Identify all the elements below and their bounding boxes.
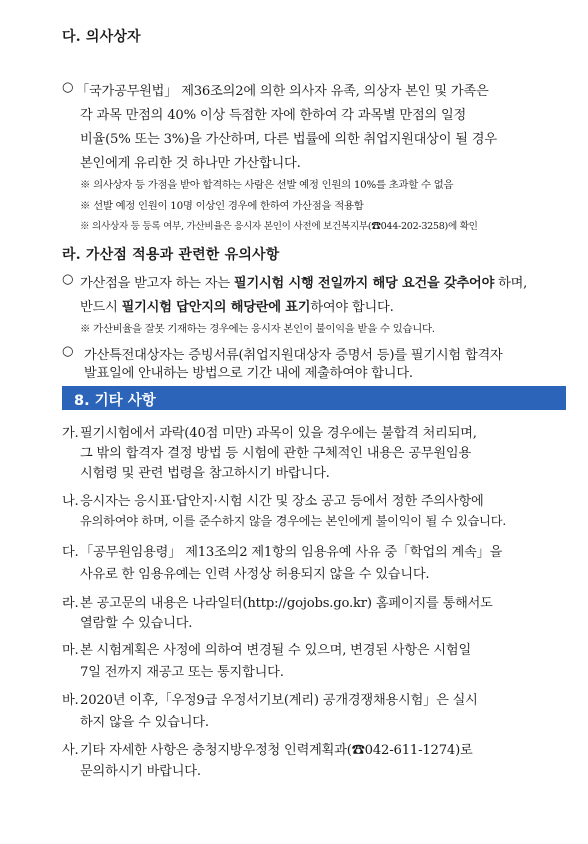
- text-line: [80, 272, 527, 291]
- text-line: 사유로 한 임용유예는 인력 사정상 허용되지 않을 수 있습니다.: [80, 567, 430, 582]
- text-line: 시험령 및 관련 법령을 참고하시기 바랍니다.: [80, 466, 330, 481]
- text-line: 필기시험에서 과락(40점 미만) 과목이 있을 경우에는 불합격 처리되며,: [80, 426, 477, 441]
- bullet: ○: [62, 272, 74, 287]
- text-line: 기타 자세한 사항은 충청지방우정청 인력계획과(☎042-611-1274)로: [80, 743, 473, 758]
- text-line: 본 공고문의 내용은 나라일터(http://gojobs.go.kr) 홈페이지를 통해서도: [80, 596, 493, 611]
- banner-title: 8. 기타 사항: [74, 393, 156, 409]
- text-line: 비율(5% 또는 3%)을 가산하며, 다른 법률에 의한 취업지원대상이 될 경우: [80, 132, 497, 147]
- item-marker: 바.: [62, 693, 79, 708]
- text-span: 반드시: [80, 300, 122, 315]
- text-line: 2020년 이후,「우정9급 우정서기보(계리) 공개경쟁채용시험」은 실시: [80, 693, 478, 708]
- item-marker: 라.: [62, 596, 79, 611]
- item-marker: 나.: [62, 494, 79, 509]
- item-marker: 마.: [62, 643, 79, 658]
- section-heading-ra: 라. 가산점 적용과 관련한 유의사항: [62, 247, 280, 263]
- item-marker: 다.: [62, 545, 79, 560]
- text-span: 하여야 합니다.: [310, 300, 394, 315]
- text-line: 그 밖의 합격자 결정 방법 등 시험에 관한 구체적인 내용은 공무원임용: [80, 446, 472, 461]
- text-line: [80, 296, 394, 315]
- item-marker: 가.: [62, 426, 79, 441]
- text-line: 유의하여야 하며, 이를 준수하지 않을 경우에는 본인에게 불이익이 될 수 있습니다.: [80, 514, 507, 528]
- note-line: ※ 의사상자 등 등록 여부, 가산비율은 응시자 본인이 사전에 보건복지부(☎044-202-3258)에 확인: [80, 221, 478, 232]
- section-banner: [62, 386, 566, 410]
- section-heading-da: 다. 의사상자: [62, 29, 141, 45]
- bullet: ○: [62, 80, 74, 95]
- text-line: 발표일에 안내하는 방법으로 기간 내에 제출하여야 합니다.: [84, 366, 413, 381]
- note-line: ※ 선발 예정 인원이 10명 이상인 경우에 한하여 가산점을 적용함: [80, 200, 364, 212]
- text-span: 하며,: [494, 276, 528, 291]
- text-line: 가산특전대상자는 증빙서류(취업지원대상자 증명서 등)를 필기시험 합격자: [84, 348, 503, 363]
- text-span: 가산점을 받고자 하는 자는: [80, 276, 234, 291]
- text-line: 각 과목 만점의 40% 이상 득점한 자에 한하여 각 과목별 만점의 일정: [80, 108, 467, 123]
- item-marker: 사.: [62, 743, 79, 758]
- text-line: 7일 전까지 재공고 또는 통지합니다.: [80, 665, 284, 680]
- text-line: 「국가공무원법」 제36조의2에 의한 의사자 유족, 의상자 본인 및 가족은: [76, 84, 489, 99]
- emphasis-text: 필기시험 답안지의 해당란에 표기: [121, 300, 311, 315]
- bullet: ○: [62, 344, 74, 359]
- text-line: 응시자는 응시표·답안지·시험 시간 및 장소 공고 등에서 정한 주의사항에: [80, 494, 484, 509]
- note-line: ※ 의사상자 등 가점을 받아 합격하는 사람은 선발 예정 인원의 10%를 초과할 수 없음: [80, 179, 454, 191]
- note-line: ※ 가산비율을 잘못 기재하는 경우에는 응시자 본인이 불이익을 받을 수 있습니다.: [80, 323, 435, 335]
- text-line: 문의하시기 바랍니다.: [80, 764, 201, 779]
- emphasis-text: 필기시험 시행 전일까지 해당 요건을 갖추어야: [233, 276, 495, 291]
- text-line: 본 시험계획은 사정에 의하여 변경될 수 있으며, 변경된 사항은 시험일: [80, 643, 472, 658]
- text-line: 하지 않을 수 있습니다.: [80, 715, 209, 730]
- text-line: 「공무원임용령」 제13조의2 제1항의 임용유예 사유 중「학업의 계속」을: [80, 545, 503, 560]
- text-line: 본인에게 유리한 것 하나만 가산합니다.: [80, 156, 301, 171]
- text-line: 열람할 수 있습니다.: [80, 616, 193, 631]
